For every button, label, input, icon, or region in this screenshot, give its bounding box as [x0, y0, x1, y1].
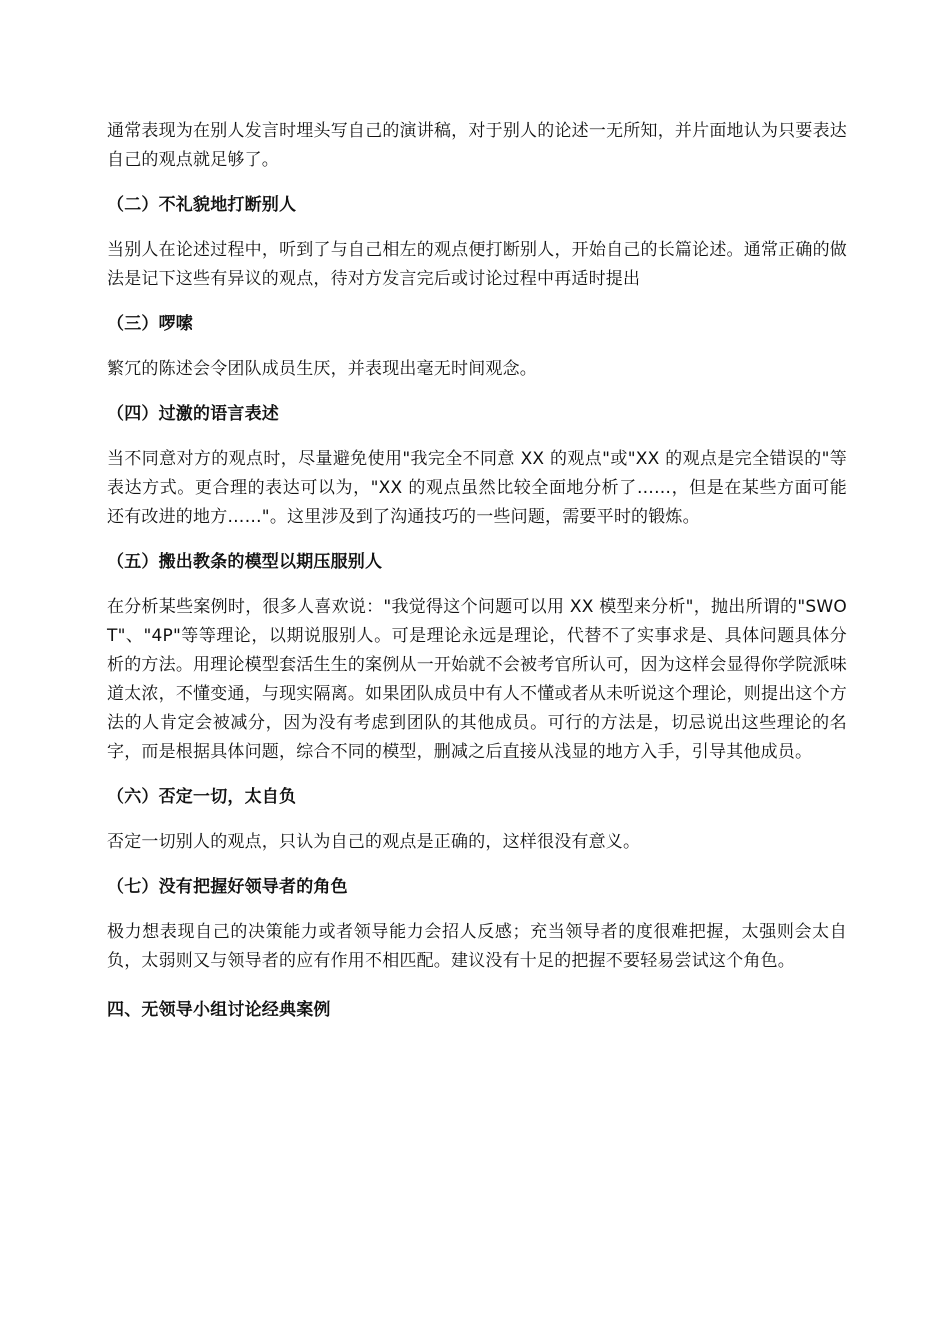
item-body-harsh-language: 当不同意对方的观点时，尽量避免使用"我完全不同意 XX 的观点"或"XX 的观点是完全错误的"等表达方式。更合理的表达可以为，"XX 的观点虽然比较全面地分析了……，但是在某些方面可能还有改进的地方……"。这里涉及到了沟通技巧的一些问题，需要平时的锻炼。: [107, 449, 847, 527]
item-heading-leader-role: （七）没有把握好领导者的角色: [107, 877, 348, 897]
item-body-leader-role: 极力想表现自己的决策能力或者领导能力会招人反感；充当领导者的度很难把握，太强则会太自负，太弱则又与领导者的应有作用不相匹配。建议没有十足的把握不要轻易尝试这个角色。: [107, 922, 847, 971]
item-heading-interrupting: （二）不礼貌地打断别人: [107, 195, 297, 215]
section-heading-classic-cases: 四、无领导小组讨论经典案例: [107, 1000, 331, 1020]
intro-paragraph: 通常表现为在别人发言时埋头写自己的演讲稿，对于别人的论述一无所知，并片面地认为只要表达自己的观点就足够了。: [107, 121, 847, 170]
item-heading-dogmatic-models: （五）搬出教条的模型以期压服别人: [107, 552, 383, 572]
item-heading-verbose: （三）啰嗦: [107, 314, 193, 334]
item-body-denying-all: 否定一切别人的观点，只认为自己的观点是正确的，这样很没有意义。: [107, 832, 641, 852]
item-heading-denying-all: （六）否定一切，太自负: [107, 787, 297, 807]
item-body-verbose: 繁冗的陈述会令团队成员生厌，并表现出毫无时间观念。: [107, 359, 537, 379]
item-body-interrupting: 当别人在论述过程中，听到了与自己相左的观点便打断别人，开始自己的长篇论述。通常正确的做法是记下这些有异议的观点，待对方发言完后或讨论过程中再适时提出: [107, 240, 847, 289]
document-body: [107, 117, 847, 1025]
item-body-dogmatic-models: 在分析某些案例时，很多人喜欢说："我觉得这个问题可以用 XX 模型来分析"，抛出所谓的"SWOT"、"4P"等等理论，以期说服别人。可是理论永远是理论，代替不了实事求是、具体问题具体分析的方法。用理论模型套活生生的案例从一开始就不会被考官所认可，因为这样会显得你学院派味道太浓，不懂变通，与现实隔离。如果团队成员中有人不懂或者从未听说这个理论，则提出这个方法的人肯定会被减分，因为没有考虑到团队的其他成员。可行的方法是，切忌说出这些理论的名字，而是根据具体问题，综合不同的模型，删减之后直接从浅显的地方入手，引导其他成员。: [107, 597, 847, 762]
item-heading-harsh-language: （四）过激的语言表述: [107, 404, 279, 424]
